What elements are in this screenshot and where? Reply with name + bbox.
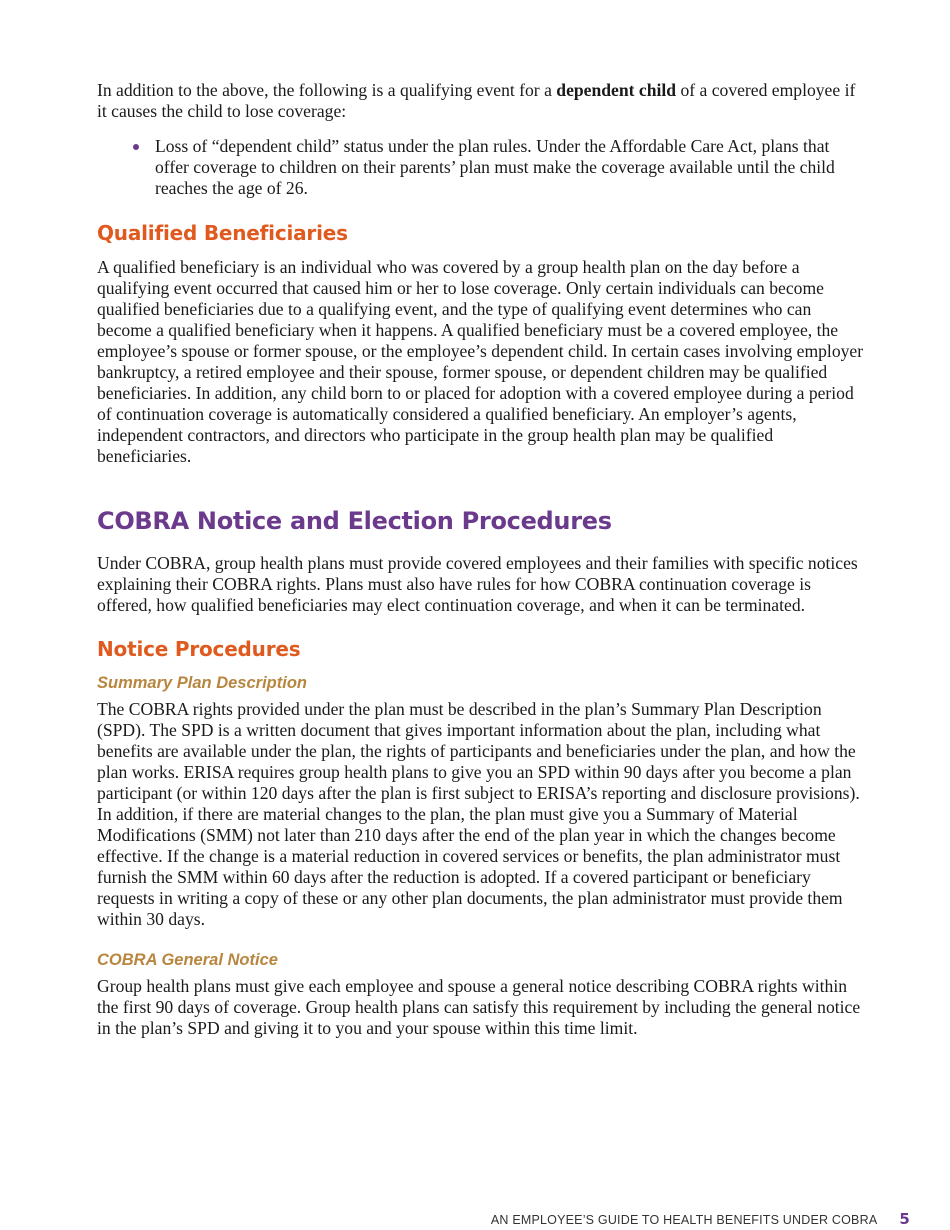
intro-text-after: of a covered employee if it causes the child to lose coverage:	[97, 80, 856, 121]
page-footer	[491, 1210, 910, 1228]
footer-title: AN EMPLOYEE’S GUIDE TO HEALTH BENEFITS UNDER COBRA	[490, 1213, 878, 1227]
cobra-notice-heading: COBRA Notice and Election Procedures	[97, 507, 612, 535]
page-number: 5	[899, 1210, 910, 1228]
spd-subheading: Summary Plan Description	[97, 674, 307, 692]
general-notice-paragraph: Group health plans must give each employee and spouse a general notice describing COBRA rights within the first 90 days of coverage. Group health plans can satisfy this requirement by including the general notice in the plan’s SPD and giving it to you and your spouse within this time limit.	[97, 976, 861, 1038]
bullet-dot-icon	[133, 144, 139, 150]
general-notice-subheading: COBRA General Notice	[97, 951, 278, 969]
qualified-beneficiaries-heading: Qualified Beneficiaries	[97, 221, 348, 245]
list-item	[155, 136, 867, 199]
spd-paragraph: The COBRA rights provided under the plan must be described in the plan’s Summary Plan Description (SPD). The SPD is a written document that gives important information about the plan, including what benefits are available under the plan, the rights of participants and beneficiaries under the plan, and how the plan works. ERISA requires group health plans to give you an SPD within 90 days after you become a plan participant (or within 120 days after the plan is first subject to ERISA’s reporting and disclosure provisions). In addition, if there are material changes to the plan, the plan must give you a Summary of Material Modifications (SMM) not later than 210 days after the end of the plan year in which the changes become effective. If the change is a material reduction in covered services or benefits, the plan administrator must furnish the SMM within 60 days after the reduction is adopted. If a covered participant or beneficiary requests in writing a copy of these or any other plan documents, the plan administrator must provide them within 30 days.	[97, 699, 860, 929]
intro-text-before: In addition to the above, the following is a qualifying event for a	[97, 80, 557, 100]
bullet-list	[97, 136, 867, 199]
cobra-notice-paragraph: Under COBRA, group health plans must provide covered employees and their families with specific notices explaining their COBRA rights. Plans must also have rules for how COBRA continuation coverage is offered, how qualified beneficiaries may elect continuation coverage, and when it can be terminated.	[97, 553, 858, 615]
intro-paragraph	[97, 80, 867, 122]
qualified-beneficiaries-paragraph: A qualified beneficiary is an individual who was covered by a group health plan on the day before a qualifying event occurred that caused him or her to lose coverage. Only certain individuals can become qualified beneficiaries due to a qualifying event, and the type of qualifying event determines who can become a qualified beneficiary when it happens. A qualified beneficiary must be a covered employee, the employee’s spouse or former spouse, or the employee’s dependent child. In certain cases involving employer bankruptcy, a retired employee and their spouse, former spouse, or dependent children may be qualified beneficiaries. In addition, any child born to or placed for adoption with a covered employee during a period of continuation coverage is automatically considered a qualified beneficiary. An employer’s agents, independent contractors, and directors who participate in the group health plan may be qualified beneficiaries.	[97, 257, 864, 466]
intro-bold-term: dependent child	[556, 80, 677, 100]
page-content	[97, 80, 867, 1039]
notice-procedures-heading: Notice Procedures	[97, 637, 301, 661]
bullet-text: Loss of “dependent child” status under the plan rules. Under the Affordable Care Act, plans that offer coverage to children on their parents’ plan must make the coverage available until the child reaches the age of 26.	[155, 136, 835, 198]
